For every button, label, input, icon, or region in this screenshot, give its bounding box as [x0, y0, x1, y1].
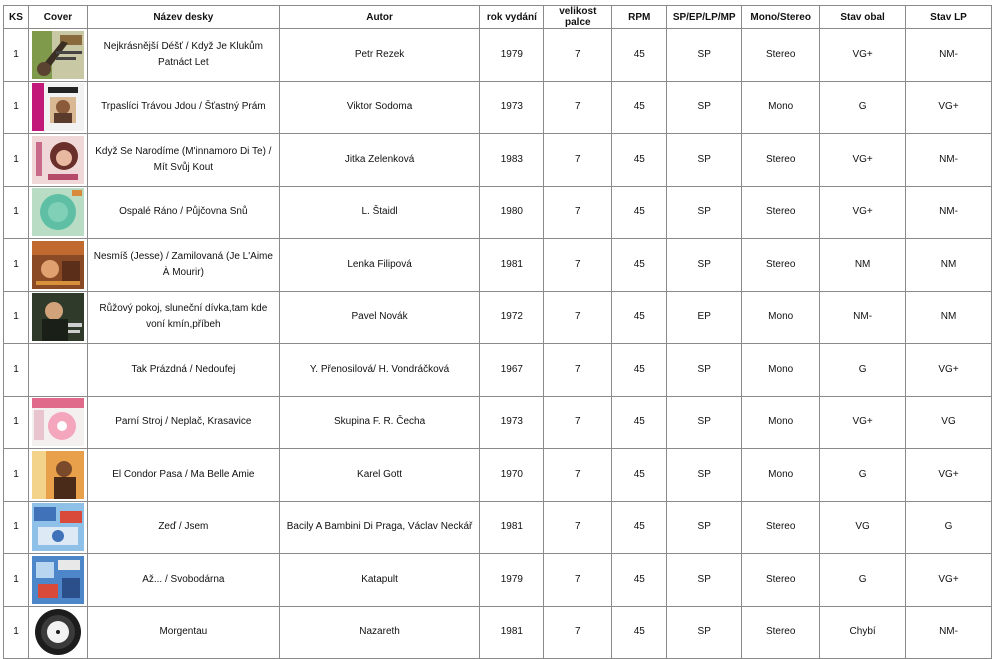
format-cell: SP [667, 239, 742, 292]
ks-cell: 1 [4, 501, 29, 554]
rpm-cell: 45 [612, 239, 667, 292]
sleeve-cell: VG+ [820, 186, 906, 239]
ks-cell: 1 [4, 344, 29, 397]
title-cell: Parní Stroj / Neplač, Krasavice [87, 396, 279, 449]
cover-cell [28, 81, 87, 134]
header-title: Název desky [87, 6, 279, 29]
size-cell: 7 [544, 606, 612, 659]
vinyl-cell: G [906, 501, 992, 554]
title-cell: Nesmíš (Jesse) / Zamilovaná (Je L'Aime À Mourir) [87, 239, 279, 292]
portrait-cover-image [32, 136, 84, 184]
sleeve-cell: VG+ [820, 396, 906, 449]
brown-photo-cover-image [32, 241, 84, 289]
vinyl-cell: VG+ [906, 81, 992, 134]
header-year: rok vydání [480, 6, 544, 29]
mono-stereo-cell: Mono [742, 344, 820, 397]
table-row [4, 239, 992, 292]
rpm-cell: 45 [612, 134, 667, 187]
format-cell: SP [667, 344, 742, 397]
author-cell: Nazareth [279, 606, 480, 659]
vinyl-cell: NM- [906, 606, 992, 659]
vinyl-cell: VG [906, 396, 992, 449]
format-cell: SP [667, 554, 742, 607]
table-row [4, 606, 992, 659]
mono-stereo-cell: Mono [742, 396, 820, 449]
cover-cell [28, 344, 87, 397]
title-cell: Tak Prázdná / Nedoufej [87, 344, 279, 397]
author-cell: Jitka Zelenková [279, 134, 480, 187]
author-cell: Pavel Novák [279, 291, 480, 344]
rpm-cell: 45 [612, 81, 667, 134]
ks-cell: 1 [4, 449, 29, 502]
mono-stereo-cell: Stereo [742, 29, 820, 82]
author-cell: Karel Gott [279, 449, 480, 502]
mono-stereo-cell: Stereo [742, 554, 820, 607]
format-cell: SP [667, 134, 742, 187]
header-vinyl: Stav LP [906, 6, 992, 29]
size-cell: 7 [544, 134, 612, 187]
ks-cell: 1 [4, 239, 29, 292]
vinyl-cell: VG+ [906, 449, 992, 502]
cover-cell [28, 501, 87, 554]
ks-cell: 1 [4, 396, 29, 449]
orange-photo-cover-image [32, 451, 84, 499]
cover-cell [28, 291, 87, 344]
rpm-cell: 45 [612, 606, 667, 659]
format-cell: EP [667, 291, 742, 344]
vinyl-cell: NM- [906, 134, 992, 187]
title-cell: El Condor Pasa / Ma Belle Amie [87, 449, 279, 502]
size-cell: 7 [544, 239, 612, 292]
format-cell: SP [667, 29, 742, 82]
sleeve-cell: G [820, 344, 906, 397]
year-cell: 1979 [480, 554, 544, 607]
table-row [4, 81, 992, 134]
mono-stereo-cell: Stereo [742, 186, 820, 239]
ks-cell: 1 [4, 186, 29, 239]
header-mono-stereo: Mono/Stereo [742, 6, 820, 29]
sleeve-cell: G [820, 554, 906, 607]
format-cell: SP [667, 186, 742, 239]
vinyl-disc-cover-image [32, 608, 84, 656]
sleeve-cell: VG+ [820, 134, 906, 187]
year-cell: 1981 [480, 239, 544, 292]
size-cell: 7 [544, 81, 612, 134]
dark-portrait-cover-image [32, 293, 84, 341]
vinyl-cell: NM- [906, 186, 992, 239]
sleeve-cell: G [820, 449, 906, 502]
sleeve-cell: Chybí [820, 606, 906, 659]
vinyl-cell: NM [906, 239, 992, 292]
table-row [4, 449, 992, 502]
rpm-cell: 45 [612, 29, 667, 82]
header-author: Autor [279, 6, 480, 29]
mono-stereo-cell: Mono [742, 291, 820, 344]
pink-portrait-cover-image [32, 83, 84, 131]
mono-stereo-cell: Mono [742, 449, 820, 502]
header-cover: Cover [28, 6, 87, 29]
year-cell: 1973 [480, 396, 544, 449]
table-row [4, 134, 992, 187]
format-cell: SP [667, 501, 742, 554]
vinyl-cell: VG+ [906, 554, 992, 607]
cover-cell [28, 134, 87, 187]
header-rpm: RPM [612, 6, 667, 29]
mono-stereo-cell: Stereo [742, 134, 820, 187]
title-cell: Když Se Narodíme (M'innamoro Di Te) / Mít Svůj Kout [87, 134, 279, 187]
ks-cell: 1 [4, 291, 29, 344]
title-cell: Až... / Svobodárna [87, 554, 279, 607]
size-cell: 7 [544, 344, 612, 397]
table-row [4, 29, 992, 82]
rpm-cell: 45 [612, 396, 667, 449]
rpm-cell: 45 [612, 501, 667, 554]
rpm-cell: 45 [612, 291, 667, 344]
table-row [4, 344, 992, 397]
rpm-cell: 45 [612, 554, 667, 607]
size-cell: 7 [544, 554, 612, 607]
size-cell: 7 [544, 396, 612, 449]
year-cell: 1983 [480, 134, 544, 187]
sleeve-cell: VG+ [820, 29, 906, 82]
size-cell: 7 [544, 291, 612, 344]
green-circle-cover-image [32, 188, 84, 236]
vinyl-cell: NM [906, 291, 992, 344]
cover-cell [28, 449, 87, 502]
format-cell: SP [667, 449, 742, 502]
rpm-cell: 45 [612, 186, 667, 239]
year-cell: 1980 [480, 186, 544, 239]
sleeve-cell: NM [820, 239, 906, 292]
title-cell: Zeď / Jsem [87, 501, 279, 554]
format-cell: SP [667, 81, 742, 134]
ks-cell: 1 [4, 606, 29, 659]
format-cell: SP [667, 396, 742, 449]
year-cell: 1981 [480, 501, 544, 554]
cover-cell [28, 606, 87, 659]
ks-cell: 1 [4, 554, 29, 607]
header-format: SP/EP/LP/MP [667, 6, 742, 29]
title-cell: Ospalé Ráno / Půjčovna Snů [87, 186, 279, 239]
header-ks: KS [4, 6, 29, 29]
author-cell: Bacily A Bambini Di Praga, Václav Neckář [279, 501, 480, 554]
title-cell: Nejkrásnější Déšť / Když Je Klukům Patnáct Let [87, 29, 279, 82]
author-cell: Viktor Sodoma [279, 81, 480, 134]
format-cell: SP [667, 606, 742, 659]
ks-cell: 1 [4, 81, 29, 134]
cover-cell [28, 239, 87, 292]
sleeve-cell: G [820, 81, 906, 134]
author-cell: Y. Přenosilová/ H. Vondráčková [279, 344, 480, 397]
rpm-cell: 45 [612, 449, 667, 502]
table-row [4, 186, 992, 239]
author-cell: Skupina F. R. Čecha [279, 396, 480, 449]
year-cell: 1972 [480, 291, 544, 344]
title-cell: Růžový pokoj, sluneční dívka,tam kde voní kmín,příbeh [87, 291, 279, 344]
size-cell: 7 [544, 501, 612, 554]
header-sleeve: Stav obal [820, 6, 906, 29]
vinyl-cell: VG+ [906, 344, 992, 397]
table-row [4, 291, 992, 344]
size-cell: 7 [544, 186, 612, 239]
mono-stereo-cell: Stereo [742, 239, 820, 292]
author-cell: Lenka Filipová [279, 239, 480, 292]
pink-label-cover-image [32, 398, 84, 446]
blue-collage-cover-image [32, 503, 84, 551]
size-cell: 7 [544, 449, 612, 502]
cover-cell [28, 554, 87, 607]
author-cell: Petr Rezek [279, 29, 480, 82]
cover-cell [28, 29, 87, 82]
year-cell: 1979 [480, 29, 544, 82]
year-cell: 1981 [480, 606, 544, 659]
header-row [4, 6, 992, 29]
ks-cell: 1 [4, 29, 29, 82]
ks-cell: 1 [4, 134, 29, 187]
mono-stereo-cell: Stereo [742, 501, 820, 554]
year-cell: 1970 [480, 449, 544, 502]
table-row [4, 554, 992, 607]
sleeve-cell: VG [820, 501, 906, 554]
rpm-cell: 45 [612, 344, 667, 397]
table-row [4, 501, 992, 554]
records-table [3, 5, 992, 659]
author-cell: Katapult [279, 554, 480, 607]
table-row [4, 396, 992, 449]
author-cell: L. Štaidl [279, 186, 480, 239]
mono-stereo-cell: Mono [742, 81, 820, 134]
title-cell: Morgentau [87, 606, 279, 659]
cover-cell [28, 186, 87, 239]
mono-stereo-cell: Stereo [742, 606, 820, 659]
header-size: velikost palce [544, 6, 612, 29]
year-cell: 1967 [480, 344, 544, 397]
year-cell: 1973 [480, 81, 544, 134]
sleeve-cell: NM- [820, 291, 906, 344]
size-cell: 7 [544, 29, 612, 82]
cover-cell [28, 396, 87, 449]
guitar-cover-image [32, 31, 84, 79]
title-cell: Trpaslíci Trávou Jdou / Šťastný Prám [87, 81, 279, 134]
blue-collage-cover-2-image [32, 556, 84, 604]
vinyl-cell: NM- [906, 29, 992, 82]
